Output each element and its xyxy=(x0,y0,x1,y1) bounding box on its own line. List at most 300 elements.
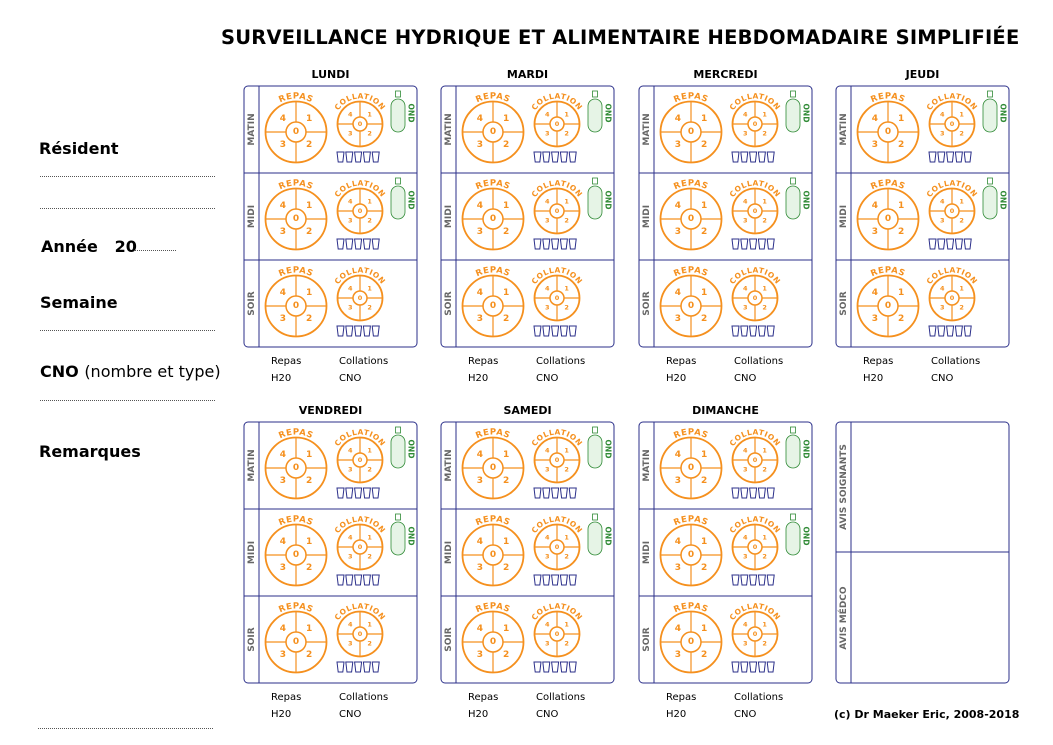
day-lundi-matin-collation-dial-val-1: 1 xyxy=(367,110,372,119)
day-dimanche-soir-collation-dial[interactable] xyxy=(728,601,783,656)
day-mercredi-midi-repas-dial[interactable] xyxy=(658,178,725,249)
bottle-cap xyxy=(593,514,598,520)
cup-icon[interactable] xyxy=(569,326,576,336)
cup-icon[interactable] xyxy=(750,575,757,585)
day-dimanche-matin-ond-bottle[interactable] xyxy=(786,427,811,468)
cup-icon[interactable] xyxy=(534,152,541,162)
day-dimanche-midi-repas-dial-val-1: 1 xyxy=(700,536,708,547)
cup-icon[interactable] xyxy=(750,488,757,498)
day-jeudi-matin-repas-dial-val-3: 3 xyxy=(871,140,879,151)
day-dimanche-matin-collation-dial-val-3: 3 xyxy=(743,465,748,474)
cup-icon[interactable] xyxy=(758,239,765,249)
cup-icon[interactable] xyxy=(732,152,739,162)
day-dimanche-panel xyxy=(639,404,812,720)
day-dimanche-matin-h20-cups[interactable] xyxy=(732,488,774,498)
credit: (c) Dr Maeker Eric, 2008-2018 xyxy=(834,708,1020,721)
cup-icon[interactable] xyxy=(750,239,757,249)
cup-icon[interactable] xyxy=(355,326,362,336)
cup-icon[interactable] xyxy=(569,662,576,672)
cup-icon[interactable] xyxy=(552,662,559,672)
day-mardi-soir-collation-dial-val-3: 3 xyxy=(545,303,550,312)
cup-icon[interactable] xyxy=(732,488,739,498)
day-mercredi-matin-collation-dial[interactable] xyxy=(728,91,783,146)
day-mercredi-matin-repas-dial-label: REPAS xyxy=(672,91,710,106)
day-vendredi-footer-collations: Collations xyxy=(339,692,389,703)
cup-icon[interactable] xyxy=(372,488,379,498)
day-lundi-matin-ond-bottle[interactable] xyxy=(391,91,416,132)
day-lundi-midi-repas-dial-val-0: 0 xyxy=(292,214,300,224)
day-lundi-matin xyxy=(247,91,416,163)
day-dimanche-footer-cno: CNO xyxy=(734,709,757,720)
day-dimanche-midi-collation-dial-val-4: 4 xyxy=(743,533,748,542)
day-mardi-midi-repas-dial-val-3: 3 xyxy=(476,227,484,238)
day-samedi-soir-h20-cups[interactable] xyxy=(534,662,576,672)
day-vendredi-soir-collation-dial[interactable] xyxy=(333,601,388,656)
day-mardi-panel xyxy=(441,68,614,384)
cup-icon[interactable] xyxy=(964,152,971,162)
day-mardi-matin-label: MATIN xyxy=(444,113,454,146)
day-vendredi-matin-h20-cups[interactable] xyxy=(337,488,379,498)
day-jeudi-matin-repas-dial-val-1: 1 xyxy=(897,113,905,124)
day-jeudi-midi-ond-bottle[interactable] xyxy=(983,178,1008,219)
cup-icon[interactable] xyxy=(363,239,370,249)
ond-label: OND xyxy=(603,439,613,459)
day-dimanche-midi-repas-dial[interactable] xyxy=(658,514,725,585)
cup-icon[interactable] xyxy=(560,488,567,498)
cup-icon[interactable] xyxy=(732,239,739,249)
cup-icon[interactable] xyxy=(355,662,362,672)
day-dimanche-midi-repas-dial-val-4: 4 xyxy=(674,536,682,547)
day-vendredi-soir-repas-dial-label: REPAS xyxy=(277,601,315,616)
day-samedi-midi-collation-dial[interactable] xyxy=(530,514,585,569)
day-dimanche-soir xyxy=(642,601,782,672)
day-lundi-matin-collation-dial[interactable] xyxy=(333,91,388,146)
day-vendredi-soir-repas-dial-val-4: 4 xyxy=(279,623,287,634)
cup-icon[interactable] xyxy=(534,326,541,336)
day-lundi-soir-collation-dial-val-4: 4 xyxy=(348,284,353,293)
day-samedi-midi-repas-dial[interactable] xyxy=(459,514,526,585)
cup-icon[interactable] xyxy=(346,239,353,249)
cup-icon[interactable] xyxy=(560,152,567,162)
day-samedi-footer-h20: H20 xyxy=(468,709,489,720)
cup-icon[interactable] xyxy=(337,152,344,162)
cup-icon[interactable] xyxy=(560,662,567,672)
day-dimanche-soir-repas-dial-val-1: 1 xyxy=(700,623,708,634)
day-samedi-soir-collation-dial-val-0: 0 xyxy=(554,630,560,638)
cup-icon[interactable] xyxy=(732,662,739,672)
cup-icon[interactable] xyxy=(560,326,567,336)
day-lundi-soir-collation-dial[interactable] xyxy=(333,265,388,320)
day-jeudi-soir-label: SOIR xyxy=(839,291,849,316)
day-jeudi-soir-repas-dial-val-1: 1 xyxy=(897,287,905,298)
day-samedi-soir-repas-dial[interactable] xyxy=(459,601,526,672)
day-mercredi-footer-h20: H20 xyxy=(666,373,687,384)
cup-icon[interactable] xyxy=(741,662,748,672)
bottle-cap xyxy=(396,427,401,433)
cup-icon[interactable] xyxy=(534,662,541,672)
resident-label: Résident xyxy=(39,139,119,158)
day-mercredi-soir-collation-dial-val-4: 4 xyxy=(743,284,748,293)
cup-icon[interactable] xyxy=(363,662,370,672)
day-mardi-midi xyxy=(444,178,613,250)
avis-soignants-label: AVIS SOIGNANTS xyxy=(839,444,849,530)
day-dimanche-midi-collation-dial[interactable] xyxy=(728,514,783,569)
day-vendredi-midi-h20-cups[interactable] xyxy=(337,575,379,585)
day-lundi-footer-cno: CNO xyxy=(339,373,362,384)
day-vendredi-matin-collation-dial-label: COLLATION xyxy=(332,427,388,448)
day-vendredi-midi-collation-dial-val-0: 0 xyxy=(357,543,363,551)
day-jeudi-matin-ond-bottle[interactable] xyxy=(983,91,1008,132)
day-mercredi-footer xyxy=(666,356,783,384)
bottle-cap xyxy=(791,178,796,184)
day-lundi-soir-repas-dial-val-4: 4 xyxy=(279,287,287,298)
day-lundi-midi-collation-dial-val-4: 4 xyxy=(348,197,353,206)
day-jeudi-midi-collation-dial-val-2: 2 xyxy=(959,216,964,225)
cup-icon[interactable] xyxy=(552,326,559,336)
cup-icon[interactable] xyxy=(955,239,962,249)
day-mercredi-footer-repas: Repas xyxy=(666,356,697,367)
cup-icon[interactable] xyxy=(372,152,379,162)
day-mercredi-matin-ond-bottle[interactable] xyxy=(786,91,811,132)
day-lundi-soir-h20-cups[interactable] xyxy=(337,326,379,336)
cup-icon[interactable] xyxy=(758,575,765,585)
day-jeudi-soir-repas-dial-val-3: 3 xyxy=(871,314,879,325)
day-samedi-soir-label: SOIR xyxy=(444,627,454,652)
cup-icon[interactable] xyxy=(929,239,936,249)
day-samedi-matin-repas-dial[interactable] xyxy=(459,427,526,498)
cup-icon[interactable] xyxy=(355,239,362,249)
day-dimanche-matin-repas-dial[interactable] xyxy=(658,427,725,498)
day-vendredi-midi-repas-dial-val-2: 2 xyxy=(305,563,313,574)
day-dimanche-midi-collation-dial-val-3: 3 xyxy=(743,552,748,561)
cup-icon[interactable] xyxy=(543,152,550,162)
cup-icon[interactable] xyxy=(543,575,550,585)
bottle-icon xyxy=(983,99,997,132)
day-dimanche-soir-repas-dial-label: REPAS xyxy=(672,601,710,616)
cup-icon[interactable] xyxy=(346,488,353,498)
cup-icon[interactable] xyxy=(732,575,739,585)
day-dimanche-midi-ond-bottle[interactable] xyxy=(786,514,811,555)
day-dimanche-midi-h20-cups[interactable] xyxy=(732,575,774,585)
cup-icon[interactable] xyxy=(767,326,774,336)
cup-icon[interactable] xyxy=(363,152,370,162)
day-lundi-midi-collation-dial-val-2: 2 xyxy=(367,216,372,225)
day-samedi-midi-repas-dial-val-0: 0 xyxy=(489,550,497,560)
day-mercredi-matin-repas-dial[interactable] xyxy=(658,91,725,162)
day-jeudi-matin-repas-dial[interactable] xyxy=(855,91,922,162)
day-jeudi-matin-collation-dial-val-0: 0 xyxy=(949,120,955,128)
cup-icon[interactable] xyxy=(758,326,765,336)
cup-icon[interactable] xyxy=(741,239,748,249)
day-mardi-title: MARDI xyxy=(506,68,549,81)
bottle-icon xyxy=(588,186,602,219)
day-samedi-matin-collation-dial[interactable] xyxy=(530,427,585,482)
cup-icon[interactable] xyxy=(758,152,765,162)
cup-icon[interactable] xyxy=(569,488,576,498)
day-mardi-soir-h20-cups[interactable] xyxy=(534,326,576,336)
cup-icon[interactable] xyxy=(543,326,550,336)
day-dimanche-footer-collations: Collations xyxy=(734,692,784,703)
day-mercredi-matin-repas-dial-val-4: 4 xyxy=(674,113,682,124)
cup-icon[interactable] xyxy=(355,488,362,498)
day-lundi-matin-h20-cups[interactable] xyxy=(337,152,379,162)
cup-icon[interactable] xyxy=(758,488,765,498)
cup-icon[interactable] xyxy=(947,239,954,249)
cup-icon[interactable] xyxy=(964,326,971,336)
cup-icon[interactable] xyxy=(543,239,550,249)
day-lundi-midi-repas-dial-label: REPAS xyxy=(277,178,315,193)
cup-icon[interactable] xyxy=(355,575,362,585)
day-dimanche-matin-collation-dial[interactable] xyxy=(728,427,783,482)
day-dimanche-matin-collation-dial-val-2: 2 xyxy=(762,465,767,474)
cup-icon[interactable] xyxy=(346,575,353,585)
day-mardi-soir xyxy=(444,265,584,336)
day-mardi-matin-repas-dial[interactable] xyxy=(459,91,526,162)
day-samedi-footer-repas: Repas xyxy=(468,692,499,703)
avis-soignants-field[interactable] xyxy=(852,423,1008,551)
day-mardi-midi-repas-dial-val-0: 0 xyxy=(489,214,497,224)
cup-icon[interactable] xyxy=(543,488,550,498)
cup-icon[interactable] xyxy=(938,239,945,249)
day-lundi-midi-collation-dial[interactable] xyxy=(333,178,388,233)
cup-icon[interactable] xyxy=(767,575,774,585)
cup-icon[interactable] xyxy=(346,662,353,672)
day-jeudi-midi-repas-dial-label: REPAS xyxy=(869,178,907,193)
cup-icon[interactable] xyxy=(560,575,567,585)
day-samedi-soir-repas-dial-val-2: 2 xyxy=(502,650,510,661)
day-mardi-midi-collation-dial-label: COLLATION xyxy=(529,178,585,199)
cup-icon[interactable] xyxy=(732,326,739,336)
day-samedi-midi-ond-bottle[interactable] xyxy=(588,514,613,555)
cup-icon[interactable] xyxy=(346,152,353,162)
cup-icon[interactable] xyxy=(363,488,370,498)
day-vendredi-soir-repas-dial[interactable] xyxy=(263,602,330,673)
cup-icon[interactable] xyxy=(372,326,379,336)
day-vendredi-matin-collation-dial-val-1: 1 xyxy=(367,446,372,455)
day-mercredi-footer-collations: Collations xyxy=(734,356,784,367)
cup-icon[interactable] xyxy=(741,488,748,498)
day-vendredi-matin-ond-bottle[interactable] xyxy=(391,427,416,468)
day-jeudi-soir-collation-dial-val-4: 4 xyxy=(940,284,945,293)
cup-icon[interactable] xyxy=(534,239,541,249)
day-dimanche-midi-repas-dial-val-2: 2 xyxy=(700,563,708,574)
day-jeudi-matin-collation-dial[interactable] xyxy=(925,91,980,146)
day-dimanche-soir-label: SOIR xyxy=(642,627,652,652)
cup-icon[interactable] xyxy=(337,575,344,585)
day-vendredi-matin-collation-dial[interactable] xyxy=(333,427,388,482)
day-mardi-midi-collation-dial-val-3: 3 xyxy=(545,216,550,225)
day-vendredi-footer-repas: Repas xyxy=(271,692,302,703)
day-mardi-soir-repas-dial[interactable] xyxy=(459,265,526,336)
cup-icon[interactable] xyxy=(938,326,945,336)
bottle-icon xyxy=(786,186,800,219)
day-lundi-midi-h20-cups[interactable] xyxy=(337,239,379,249)
day-mardi-soir-collation-dial-val-2: 2 xyxy=(564,303,569,312)
cup-icon[interactable] xyxy=(337,662,344,672)
cup-icon[interactable] xyxy=(552,239,559,249)
day-dimanche-midi xyxy=(642,514,811,586)
cup-icon[interactable] xyxy=(929,326,936,336)
day-mercredi-matin-collation-dial-val-0: 0 xyxy=(752,120,758,128)
day-mardi-matin-h20-cups[interactable] xyxy=(534,152,576,162)
cup-icon[interactable] xyxy=(534,488,541,498)
day-vendredi-midi-repas-dial-val-1: 1 xyxy=(305,536,313,547)
day-jeudi-soir-collation-dial-val-2: 2 xyxy=(959,303,964,312)
day-mercredi-soir-repas-dial-label: REPAS xyxy=(672,265,710,280)
cup-icon[interactable] xyxy=(355,152,362,162)
day-mardi-soir-collation-dial[interactable] xyxy=(530,265,585,320)
cup-icon[interactable] xyxy=(767,662,774,672)
cup-icon[interactable] xyxy=(552,152,559,162)
cup-icon[interactable] xyxy=(337,488,344,498)
cup-icon[interactable] xyxy=(750,326,757,336)
cup-icon[interactable] xyxy=(372,662,379,672)
day-mardi-midi-collation-dial-val-4: 4 xyxy=(545,197,550,206)
day-mardi-matin xyxy=(444,91,613,163)
cup-icon[interactable] xyxy=(569,152,576,162)
cup-icon[interactable] xyxy=(543,662,550,672)
bottle-cap xyxy=(988,91,993,97)
cup-icon[interactable] xyxy=(337,239,344,249)
day-samedi-matin-collation-dial-val-1: 1 xyxy=(564,446,569,455)
day-mercredi-midi-h20-cups[interactable] xyxy=(732,239,774,249)
day-jeudi-matin-repas-dial-val-4: 4 xyxy=(871,113,879,124)
day-dimanche-soir-h20-cups[interactable] xyxy=(732,662,774,672)
cno-text: CNO xyxy=(40,362,79,381)
cup-icon[interactable] xyxy=(363,575,370,585)
day-lundi-midi-ond-bottle[interactable] xyxy=(391,178,416,219)
day-jeudi-midi-h20-cups[interactable] xyxy=(929,239,971,249)
day-jeudi-matin-collation-dial-label: COLLATION xyxy=(924,91,980,112)
cup-icon[interactable] xyxy=(346,326,353,336)
day-samedi-matin-repas-dial-label: REPAS xyxy=(474,427,512,442)
cup-icon[interactable] xyxy=(741,152,748,162)
day-mardi-matin-collation-dial[interactable] xyxy=(530,91,585,146)
day-mercredi-soir-repas-dial[interactable] xyxy=(658,265,725,336)
day-lundi-soir-repas-dial[interactable] xyxy=(263,266,330,337)
cup-icon[interactable] xyxy=(534,575,541,585)
day-vendredi-soir-h20-cups[interactable] xyxy=(337,662,379,672)
day-mardi-midi-repas-dial-val-2: 2 xyxy=(502,227,510,238)
day-jeudi-matin-h20-cups[interactable] xyxy=(929,152,971,162)
cup-icon[interactable] xyxy=(560,239,567,249)
day-samedi-matin-ond-bottle[interactable] xyxy=(588,427,613,468)
day-jeudi-midi-collation-dial[interactable] xyxy=(925,178,980,233)
day-jeudi-soir-repas-dial[interactable] xyxy=(855,265,922,336)
cup-icon[interactable] xyxy=(767,488,774,498)
cup-icon[interactable] xyxy=(337,326,344,336)
cup-icon[interactable] xyxy=(552,488,559,498)
avis-medco-field[interactable] xyxy=(852,553,1008,682)
day-mercredi-soir-collation-dial-val-3: 3 xyxy=(743,303,748,312)
day-mercredi-soir-collation-dial[interactable] xyxy=(728,265,783,320)
cup-icon[interactable] xyxy=(750,662,757,672)
day-samedi-matin-collation-dial-val-2: 2 xyxy=(564,465,569,474)
cup-icon[interactable] xyxy=(569,575,576,585)
cup-icon[interactable] xyxy=(552,575,559,585)
day-mardi-midi-h20-cups[interactable] xyxy=(534,239,576,249)
cup-icon[interactable] xyxy=(750,152,757,162)
day-dimanche-matin-label: MATIN xyxy=(642,449,652,482)
ond-label: OND xyxy=(801,526,811,546)
day-mardi-midi-collation-dial[interactable] xyxy=(530,178,585,233)
day-lundi-midi-collation-dial-val-3: 3 xyxy=(348,216,353,225)
day-samedi-midi-repas-dial-val-4: 4 xyxy=(476,536,484,547)
day-jeudi-midi-collation-dial-label: COLLATION xyxy=(924,178,980,199)
day-lundi-matin-repas-dial[interactable] xyxy=(263,92,330,163)
day-samedi-soir-collation-dial[interactable] xyxy=(530,601,585,656)
ond-label: OND xyxy=(801,190,811,210)
ond-label: OND xyxy=(998,103,1008,123)
annee-text: Année xyxy=(41,237,98,256)
cup-icon[interactable] xyxy=(947,326,954,336)
day-mercredi-matin-h20-cups[interactable] xyxy=(732,152,774,162)
cup-icon[interactable] xyxy=(929,152,936,162)
day-jeudi-midi-repas-dial[interactable] xyxy=(855,178,922,249)
bottle-icon xyxy=(391,522,405,555)
cup-icon[interactable] xyxy=(767,239,774,249)
day-mardi-midi-ond-bottle[interactable] xyxy=(588,178,613,219)
semaine-label: Semaine xyxy=(40,293,118,312)
day-lundi-midi-collation-dial-val-0: 0 xyxy=(357,207,363,215)
day-vendredi-matin-repas-dial[interactable] xyxy=(263,428,330,499)
day-vendredi-soir-collation-dial-label: COLLATION xyxy=(332,601,388,622)
bottle-icon xyxy=(391,99,405,132)
day-vendredi-midi-collation-dial[interactable] xyxy=(333,514,388,569)
cup-icon[interactable] xyxy=(372,575,379,585)
cup-icon[interactable] xyxy=(947,152,954,162)
day-mardi-midi-repas-dial[interactable] xyxy=(459,178,526,249)
day-samedi-matin-collation-dial-val-3: 3 xyxy=(545,465,550,474)
cup-icon[interactable] xyxy=(372,239,379,249)
cup-icon[interactable] xyxy=(741,575,748,585)
day-mercredi-midi-collation-dial[interactable] xyxy=(728,178,783,233)
day-mardi-matin-repas-dial-val-2: 2 xyxy=(502,140,510,151)
day-samedi-matin-h20-cups[interactable] xyxy=(534,488,576,498)
cup-icon[interactable] xyxy=(767,152,774,162)
day-samedi-midi-collation-dial-val-0: 0 xyxy=(554,543,560,551)
day-vendredi-midi-repas-dial[interactable] xyxy=(263,515,330,586)
day-dimanche-soir-repas-dial[interactable] xyxy=(658,601,725,672)
cup-icon[interactable] xyxy=(741,326,748,336)
day-lundi-soir-collation-dial-val-2: 2 xyxy=(367,303,372,312)
cup-icon[interactable] xyxy=(955,326,962,336)
cup-icon[interactable] xyxy=(938,152,945,162)
cup-icon[interactable] xyxy=(955,152,962,162)
day-lundi-matin-collation-dial-val-0: 0 xyxy=(357,120,363,128)
day-lundi-footer-collations: Collations xyxy=(339,356,389,367)
day-mercredi-soir-h20-cups[interactable] xyxy=(732,326,774,336)
day-samedi-footer xyxy=(468,692,585,720)
day-jeudi-soir-collation-dial[interactable] xyxy=(925,265,980,320)
day-jeudi-soir-repas-dial-val-2: 2 xyxy=(897,314,905,325)
cup-icon[interactable] xyxy=(569,239,576,249)
cup-icon[interactable] xyxy=(363,326,370,336)
bottle-icon xyxy=(391,186,405,219)
day-mardi-matin-ond-bottle[interactable] xyxy=(588,91,613,132)
day-mardi-footer-collations: Collations xyxy=(536,356,586,367)
cup-icon[interactable] xyxy=(964,239,971,249)
day-jeudi-soir-h20-cups[interactable] xyxy=(929,326,971,336)
cup-icon[interactable] xyxy=(758,662,765,672)
day-samedi-soir-repas-dial-val-0: 0 xyxy=(489,637,497,647)
day-mercredi-midi-ond-bottle[interactable] xyxy=(786,178,811,219)
day-vendredi-midi-ond-bottle[interactable] xyxy=(391,514,416,555)
bottle-cap xyxy=(593,178,598,184)
day-lundi-midi-repas-dial[interactable] xyxy=(263,179,330,250)
ond-label: OND xyxy=(406,103,416,123)
day-samedi-midi-h20-cups[interactable] xyxy=(534,575,576,585)
